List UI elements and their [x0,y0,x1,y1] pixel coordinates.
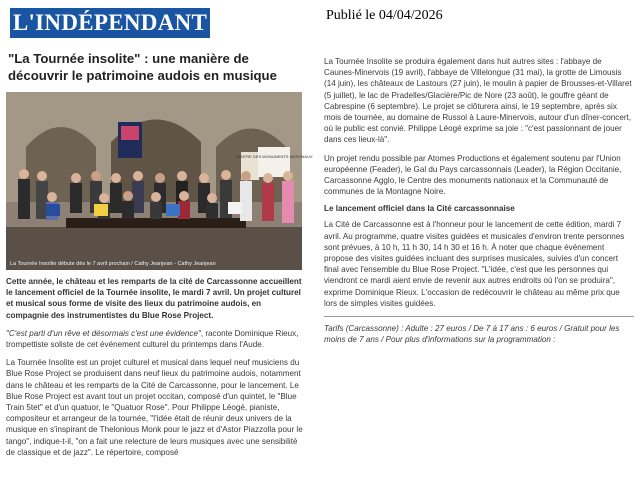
article-quote [6,328,304,350]
article-photo [6,92,313,270]
quote-attribution: , raconte Dominique Rieux, trompettiste soliste de cet événement culturel du printemps dans l'Aude. [6,328,299,350]
article-lead: Cette année, le château et les remparts de la cité de Carcassonne accueillent le lancement officiel de la Tournée insolite, le mardi 7 avril. Un projet culturel et musical sous forme de visite des lieux du patrimoine audois, en compagnie des instrumentistes du Blue Rose Project. [6,277,302,320]
article-headline: "La Tournée insolite" : une manière de découvrir le patrimoine audois en musique [8,51,277,83]
group-photo-illustration [6,92,313,270]
pricing-info: Tarifs (Carcassonne) : Adulte : 27 euros / De 7 à 17 ans : 6 euros / Gratuit pour les moins de 7 ans / Pour plus d'informations sur la programmation : [324,324,620,345]
article-paragraph-3: Un projet rendu possible par Atomes Productions et également soutenu par l'Union européenne (Feader), le Gal du Pays carcassonnais (Leader), la Région Occitanie, Carcassonne Agglo, le Centre des monuments nationaux et la Communauté de communes de la Montagne Noire. [324,153,622,197]
publication-date: Publié le 04/04/2026 [326,8,443,23]
article-paragraph-4: La Cité de Carcassonne est à l'honneur pour le lancement de cette édition, mardi 7 avril. Au programme, quatre visites guidées et musicales d'environ trente personnes sont prévues, à 10 h, 11 h 30, 14 h 30 et 16 h. À noter que chaque événement propose des visites guidées incluant des surprises musicales, suivies d'un concert final avec l'ensemble du Blue Rose Project. "L'idée, c'est que les personnes qui viendront ce mardi aient envie de revenir aux autres endroits où l'on se produira", exprime Dominique Rieux. L'occasion de redécouvrir le château au même prix que lors de simples visites guidées. [324,220,625,308]
article-paragraph-1: La Tournée Insolite est un projet culturel et musical dans lequel neuf musiciens du Blue Rose Project se produisent dans neuf lieux du patrimoine audois, notamment dans le château et les remparts de la Cité de Carcassonne, pour le lancement. Le Blue Rose Project est avant tout un projet occitan, composé d'un quintet, le "Blue Train 5tet" et d'un quatuor, le "Quatuor Rose". Pour Philippe Léogé, pianiste, compositeur et arrangeur de la tournée, "l'idée était de réunir deux univers de la musique en s'inspirant de Thelonious Monk pour le jazz et d'Astor Piazzolla pour le tango", indique-t-il, "on a fait une relecture de leurs musiques avec une sensibilité de classique et de jazz". Le répertoire, composé [6,358,303,457]
section-subheading: Le lancement officiel dans la Cité carcassonnaise [324,204,515,214]
article-left-column [6,50,313,466]
section-divider [324,316,634,317]
article-right-column [324,56,634,345]
poster-text: CENTRE DES MONUMENTS NATIONAUX [235,154,313,159]
newspaper-logo: L'INDÉPENDANT [10,8,210,38]
photo-caption: La Tournée Insolite débute dès le 7 avril prochain / Cathy Jeanjean - Cathy Jeanjean [10,261,216,267]
quote-italic: "C'est parti d'un rêve et désormais c'est une évidence" [6,328,201,338]
article-paragraph-2: La Tournée Insolite se produira également dans huit autres sites : l'abbaye de Caunes-Minervois (19 avril), l'abbaye de Villelongue (31 mai), la grotte de Limousis (14 juin), les châteaux de Lastours (27 juin), le moulin à papier de Brousses-et-Villaret (5 juillet), le lac de Pradelles/Glacière/Pic de Nore (23 août), le gouffre géant de Cabrespine (6 septembre). Le projet se clôturera ainsi, le 19 septembre, après six mois de tournée, au domaine de Russol à Laure-Minervois, autour d'un dîner-concert, où le public est convié. Philippe Léogé exprime sa joie : "c'est passionnant de jouer dans ces lieux-là". [324,57,632,145]
